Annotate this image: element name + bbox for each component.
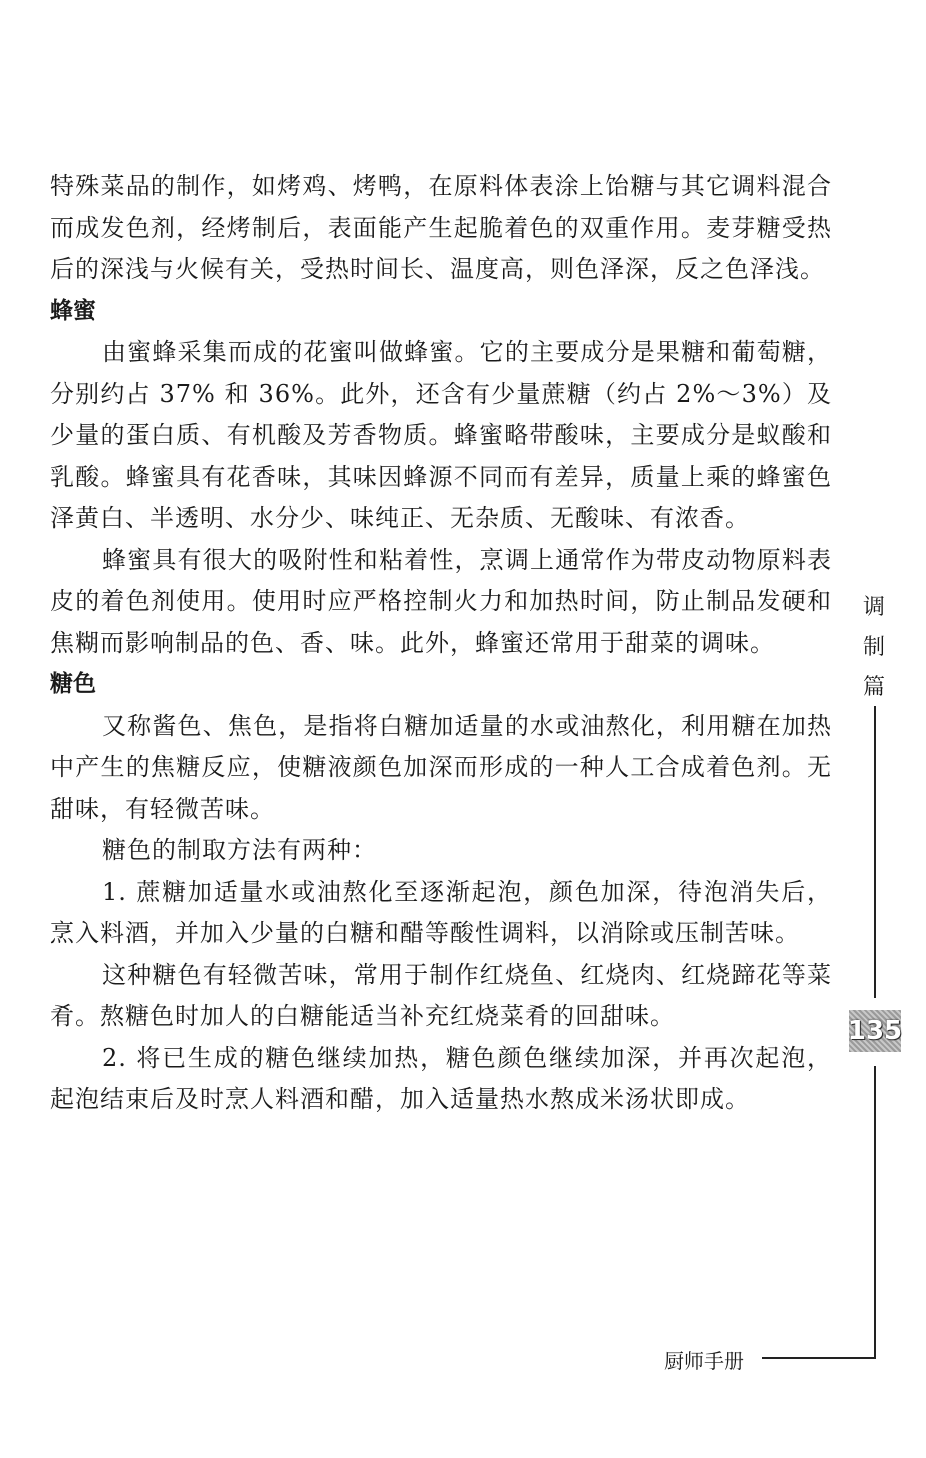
caramel-paragraph-4: 这种糖色有轻微苦味，常用于制作红烧鱼、红烧肉、红烧蹄花等菜肴。熬糖色时加人的白糖能适当补充红烧菜肴的回甜味。 [50,960,832,1030]
caramel-paragraph-2: 糖色的制取方法有两种： [102,836,377,864]
section-heading-honey: 蜂蜜 [50,297,96,324]
chapter-side-tab [860,588,888,708]
footer-rule [762,1357,876,1359]
caramel-paragraph-1: 又称酱色、焦色，是指将白糖加适量的水或油熬化，利用糖在加热中产生的焦糖反应，使糖液颜色加深而形成的一种人工合成着色剂。无甜味，有轻微苦味。 [50,711,832,823]
caramel-method-2: 2. 将已生成的糖色继续加热，糖色颜色继续加深，并再次起泡，起泡结束后及时烹人料酒和醋，加入适量热水熬成米汤状即成。 [50,1043,832,1113]
footer-book-title: 厨师手册 [664,1349,744,1373]
page-number: 135 [847,1016,903,1046]
main-text-column [50,166,832,1121]
honey-paragraph-2: 蜂蜜具有很大的吸附性和粘着性，烹调上通常作为带皮动物原料表皮的着色剂使用。使用时应严格控制火力和加热时间，防止制品发硬和焦糊而影响制品的色、香、味。此外，蜂蜜还常用于甜菜的调味。 [50,545,832,657]
honey-paragraph-1: 由蜜蜂采集而成的花蜜叫做蜂蜜。它的主要成分是果糖和葡萄糖，分别约占 37% 和 36%。此外，还含有少量蔗糖（约占 2%～3%）及少量的蛋白质、有机酸及芳香物质。蜂蜜略带酸味，主要成分是蚁酸和乳酸。蜂蜜具有花香味，其味因蜂源不同而有差异，质量上乘的蜂蜜色泽黄白、半透明、水分少、味纯正、无杂质、无酸味、有浓香。 [50,338,832,532]
side-tab-char-3: 篇 [862,675,885,700]
intro-paragraph: 特殊菜品的制作，如烤鸡、烤鸭，在原料体表涂上饴糖与其它调料混合而成发色剂，经烤制后，表面能产生起脆着色的双重作用。麦芽糖受热后的深浅与火候有关，受热时间长、温度高，则色泽深，反之色泽浅。 [50,172,832,283]
side-tab-char-1: 调 [862,595,885,620]
section-heading-caramel: 糖色 [50,671,96,697]
side-tab-char-2: 制 [862,635,885,660]
margin-rule-lower [874,1066,876,1359]
caramel-method-1: 1. 蔗糖加适量水或油熬化至逐渐起泡，颜色加深，待泡消失后，烹入料酒，并加入少量的白糖和醋等酸性调料，以消除或压制苦味。 [50,877,832,947]
margin-rule-upper [874,706,876,998]
page-number-box [849,1010,901,1052]
